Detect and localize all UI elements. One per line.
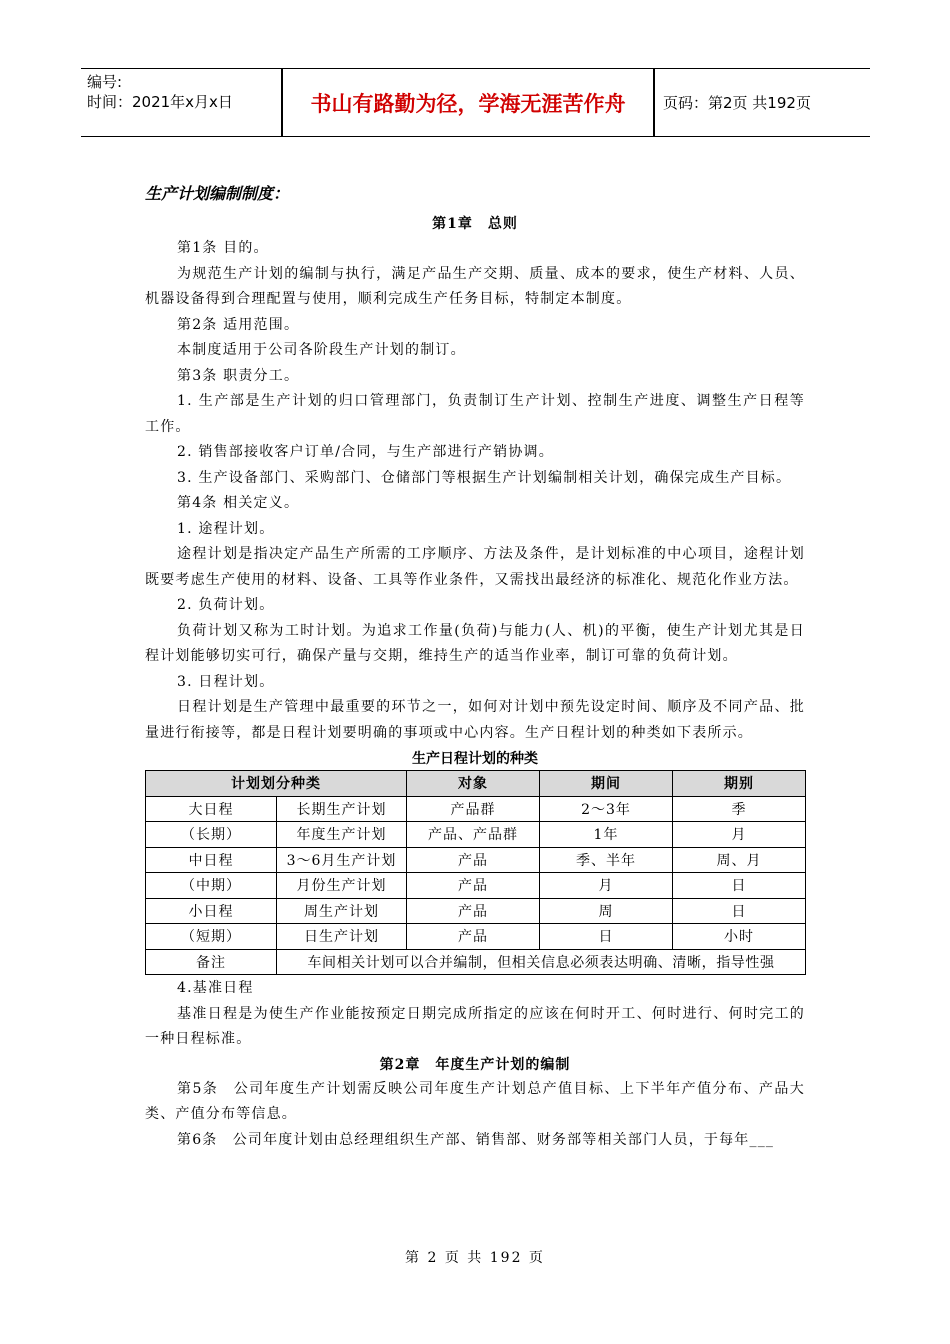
table-row	[146, 822, 806, 848]
header-meta	[81, 69, 281, 136]
table-note-text: 车间相关计划可以合并编制，但相关信息必须表达明确、清晰，指导性强	[277, 949, 806, 975]
paragraph: 1. 途程计划。	[177, 520, 275, 537]
table-header-cell: 期别	[673, 771, 806, 797]
page-footer: 第 2 页 共 192 页	[405, 1250, 545, 1266]
table-cell: 周生产计划	[277, 898, 407, 924]
table-header-cell: 计划划分种类	[146, 771, 407, 797]
section-4-paragraphs	[145, 976, 805, 1053]
document-title: 生产计划编制制度：	[145, 184, 290, 203]
paragraph: 第5条 公司年度生产计划需反映公司年度生产计划总产值目标、上下半年产值分布、产品大类、产值分布等信息。	[145, 1080, 805, 1122]
table-group-cell: 大日程	[146, 796, 277, 822]
table-group-cell: 中日程	[146, 847, 277, 873]
table-cell: 产品	[407, 924, 540, 950]
document-date: 时间：2021年x月x日	[87, 93, 233, 111]
table-cell: 月	[540, 873, 673, 899]
table-cell: 日	[673, 873, 806, 899]
table-cell: 日生产计划	[277, 924, 407, 950]
table-cell: 月份生产计划	[277, 873, 407, 899]
table-cell: 产品	[407, 847, 540, 873]
table-cell: 2～3年	[540, 796, 673, 822]
table-cell: 产品、产品群	[407, 822, 540, 848]
table-row	[146, 898, 806, 924]
paragraph: 4.基准日程	[177, 980, 254, 996]
schedule-types-table	[145, 770, 806, 975]
table-cell: 3～6月生产计划	[277, 847, 407, 873]
table-cell: 季、半年	[540, 847, 673, 873]
schedule-table-title: 生产日程计划的种类	[412, 751, 538, 767]
table-cell: 日	[673, 898, 806, 924]
table-row	[146, 796, 806, 822]
table-cell: 长期生产计划	[277, 796, 407, 822]
table-cell: 日	[540, 924, 673, 950]
table-cell: 周、月	[673, 847, 806, 873]
table-group-cell: （中期）	[146, 873, 277, 899]
paragraph: 2. 负荷计划。	[177, 597, 275, 613]
table-row	[146, 873, 806, 899]
paragraph: 途程计划是指决定产品生产所需的工序顺序、方法及条件，是计划标准的中心项目，途程计划既要考虑生产使用的材料、设备、工具等作业条件，又需找出最经济的标准化、规范化作业方法。	[145, 546, 805, 588]
table-note-label: 备注	[146, 949, 277, 975]
document-number-label: 编号:	[87, 73, 123, 91]
table-cell: 小时	[673, 924, 806, 950]
header-page-info: 页码：第2页 共192页	[663, 94, 811, 112]
paragraph: 第2条 适用范围。	[177, 316, 300, 333]
table-cell: 季	[673, 796, 806, 822]
table-cell: 月	[673, 822, 806, 848]
paragraph: 第1条 目的。	[177, 240, 269, 256]
table-row	[146, 924, 806, 950]
paragraph: 2. 销售部接收客户订单/合同，与生产部进行产销协调。	[177, 444, 554, 460]
table-body	[146, 796, 806, 975]
paragraph: 为规范生产计划的编制与执行，满足产品生产交期、质量、成本的要求，使生产材料、人员、机器设备得到合理配置与使用，顺利完成生产任务目标，特制定本制度。	[145, 265, 805, 307]
table-cell: 1年	[540, 822, 673, 848]
table-cell: 年度生产计划	[277, 822, 407, 848]
chapter-1-paragraphs	[145, 236, 805, 746]
table-cell: 产品	[407, 873, 540, 899]
document-body	[145, 182, 805, 1153]
table-row	[146, 847, 806, 873]
paragraph: 3. 日程计划。	[177, 673, 275, 690]
paragraph: 本制度适用于公司各阶段生产计划的制订。	[177, 342, 466, 358]
paragraph: 日程计划是生产管理中最重要的环节之一，如何对计划中预先设定时间、顺序及不同产品、批量进行衔接等，都是日程计划要明确的事项或中心内容。生产日程计划的种类如下表所示。	[145, 699, 805, 741]
table-header-cell: 对象	[407, 771, 540, 797]
paragraph: 3. 生产设备部门、采购部门、仓储部门等根据生产计划编制相关计划，确保完成生产目标。	[177, 469, 792, 486]
table-header-cell: 期间	[540, 771, 673, 797]
chapter-2-heading: 第2章 年度生产计划的编制	[379, 1056, 571, 1073]
table-cell: 产品群	[407, 796, 540, 822]
table-group-cell: （长期）	[146, 822, 277, 848]
paragraph: 基准日程是为使生产作业能按预定日期完成所指定的应该在何时开工、何时进行、何时完工的一种日程标准。	[145, 1005, 805, 1047]
table-group-cell: （短期）	[146, 924, 277, 950]
table-group-cell: 小日程	[146, 898, 277, 924]
table-cell: 产品	[407, 898, 540, 924]
chapter-2-paragraphs	[145, 1077, 805, 1154]
paragraph: 1. 生产部是生产计划的归口管理部门，负责制订生产计划、控制生产进度、调整生产日程等工作。	[145, 393, 805, 435]
paragraph: 第6条 公司年度计划由总经理组织生产部、销售部、财务部等相关部门人员，于每年___	[177, 1131, 775, 1148]
paragraph: 负荷计划又称为工时计划。为追求工作量(负荷)与能力(人、机)的平衡，使生产计划尤其是日程计划能够切实可行，确保产量与交期，维持生产的适当作业率，制订可靠的负荷计划。	[145, 622, 805, 664]
table-header-row	[146, 771, 806, 797]
page-header	[81, 68, 870, 137]
paragraph: 第3条 职责分工。	[177, 367, 300, 384]
paragraph: 第4条 相关定义。	[177, 495, 300, 511]
table-note-row	[146, 949, 806, 975]
header-motto: 书山有路勤为径，学海无涯苦作舟	[281, 69, 655, 136]
chapter-1-heading: 第1章 总则	[432, 216, 518, 232]
table-cell: 周	[540, 898, 673, 924]
